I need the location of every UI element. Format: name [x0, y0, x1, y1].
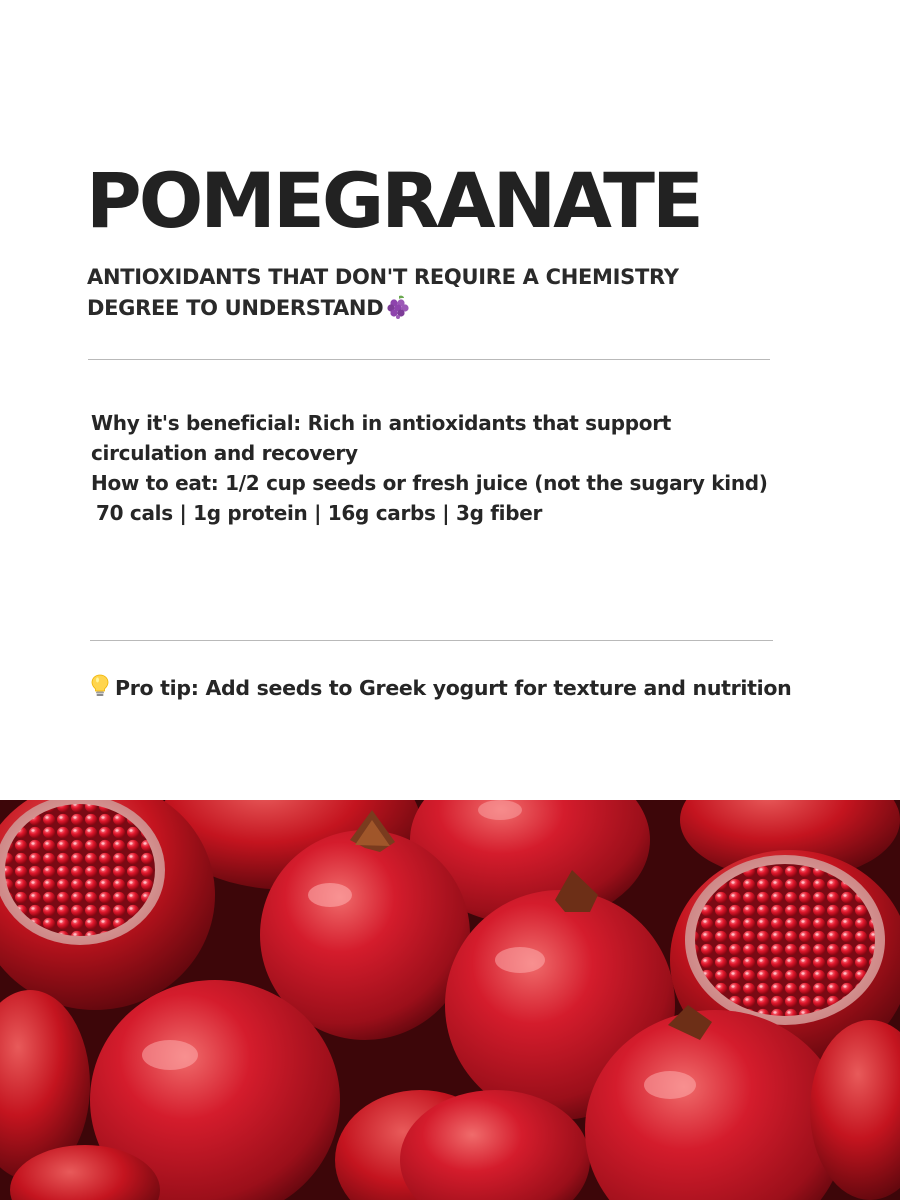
benefit-text: Why it's beneficial: Rich in antioxidants that support circulation and recovery: [91, 411, 672, 465]
pro-tip: [91, 673, 851, 706]
divider-top: [88, 359, 770, 360]
subtitle-text: ANTIOXIDANTS THAT DON'T REQUIRE A CHEMISTRY DEGREE TO UNDERSTAND: [87, 265, 679, 320]
tip-text: Pro tip: Add seeds to Greek yogurt for texture and nutrition: [115, 676, 792, 700]
lightbulb-icon: [91, 674, 109, 706]
grape-icon: [387, 295, 409, 328]
nutrition-text: 70 cals | 1g protein | 16g carbs | 3g fiber: [96, 501, 543, 525]
subtitle: [87, 262, 707, 328]
how-to-eat-text: How to eat: 1/2 cup seeds or fresh juice (not the sugary kind): [91, 471, 768, 495]
info-block: [91, 408, 791, 528]
divider-bottom: [90, 640, 773, 641]
page-title: POMEGRANATE: [86, 156, 701, 245]
pomegranates-photo: [0, 800, 900, 1200]
